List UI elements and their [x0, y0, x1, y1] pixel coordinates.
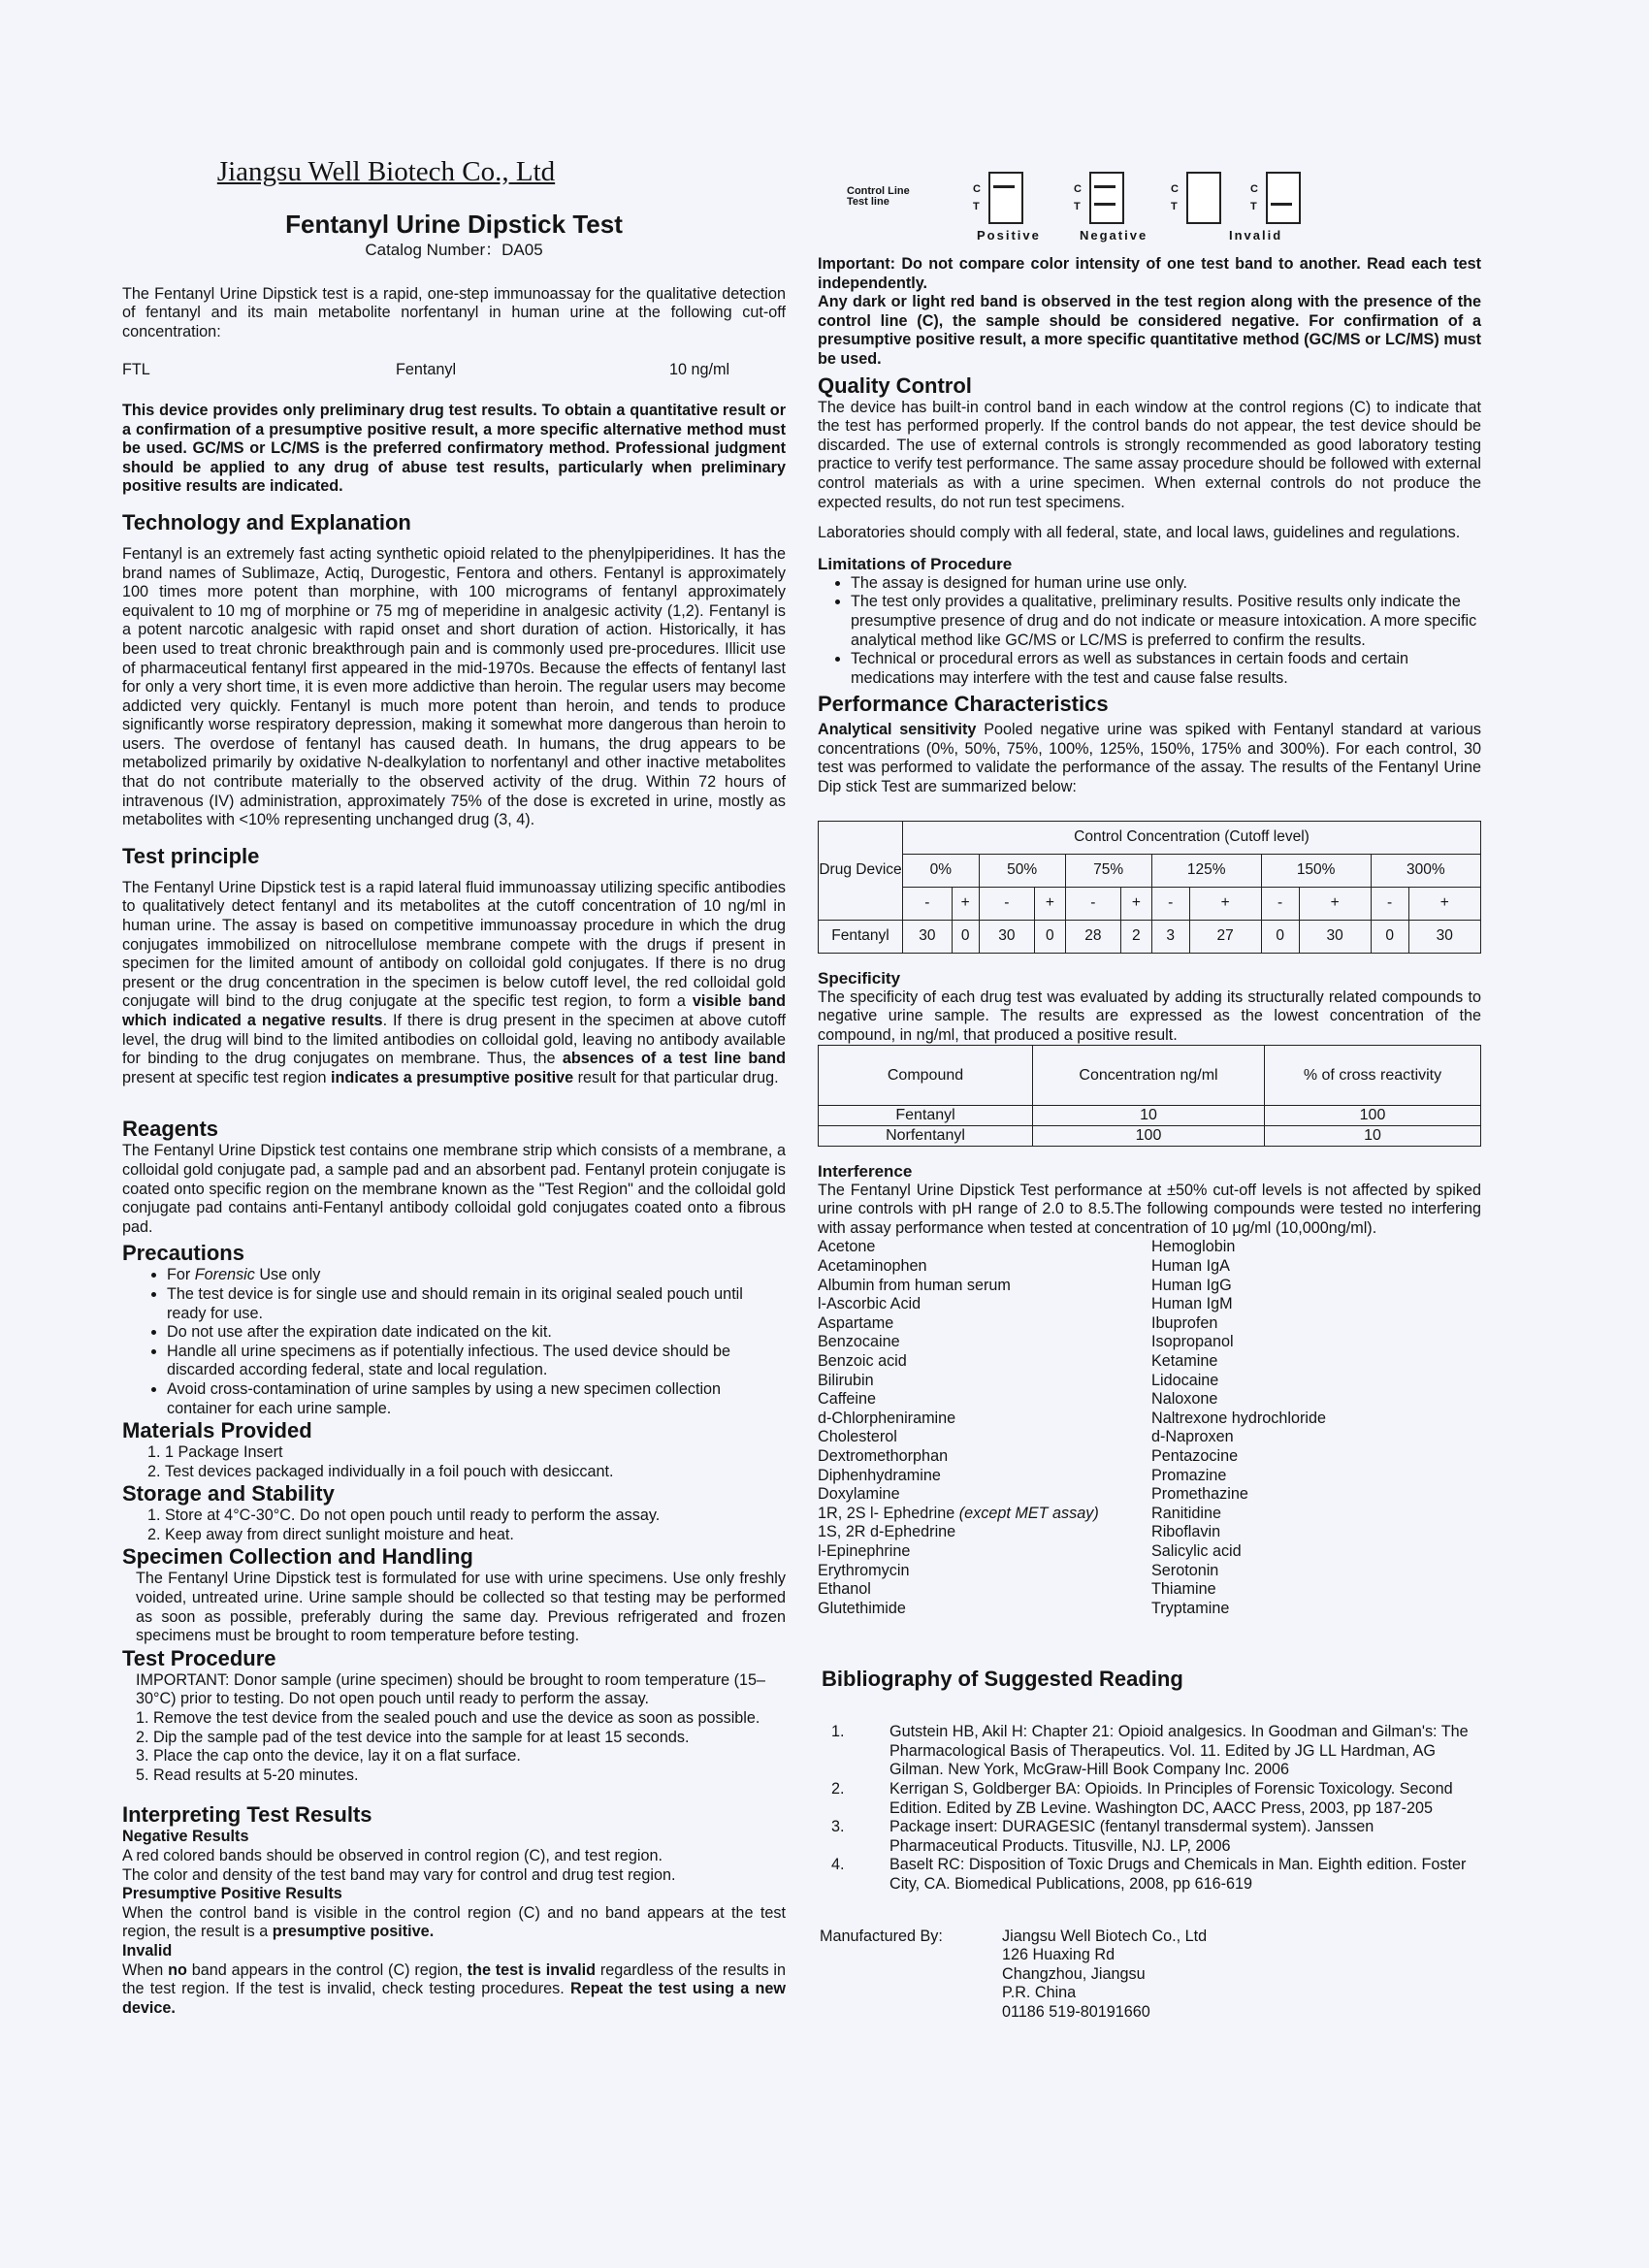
compound-cell: Fentanyl — [819, 1106, 1033, 1126]
list-item: 2. Test devices packaged individually in a foil pouch with desiccant. — [165, 1463, 786, 1482]
positive-text: When the control band is visible in the control region (C) and no band appears at the test region, the result is a presumptive positive. — [122, 1903, 786, 1941]
list-item: 3. Package insert: DURAGESIC (fentanyl transdermal system). Janssen Pharmaceutical Products. Titusville, NJ. LP, 2006 — [831, 1818, 1374, 1855]
list-item: 1R, 2S l- Ephedrine (except MET assay) — [818, 1504, 1099, 1522]
t-letter: T — [1171, 201, 1178, 212]
sign-cell: + — [1189, 887, 1261, 920]
procedure-block — [122, 1671, 786, 1786]
important-text: Important: Do not compare color intensity of one test band to another. Read each test independently. — [818, 255, 1481, 292]
list-item: d-Chlorpheniramine — [818, 1409, 956, 1427]
negative-text: A red colored bands should be observed in control region (C), and test region. — [122, 1847, 663, 1864]
list-item: • Do not use after the expiration date indicated on the kit. — [167, 1323, 786, 1343]
sign-cell: - — [1065, 887, 1120, 920]
manufacturer-label: Manufactured By: — [820, 1927, 943, 1945]
list-item: Ranitidine — [1151, 1504, 1221, 1522]
c-letter: C — [973, 183, 981, 195]
list-item: 1S, 2R d-Ephedrine — [818, 1523, 956, 1541]
negative-text-2: The color and density of the test band may vary for control and drug test region. — [122, 1865, 676, 1884]
list-item: Promethazine — [1151, 1485, 1248, 1504]
c-letter: C — [1074, 183, 1082, 195]
catalog-number: Catalog Number：DA05 — [365, 241, 543, 259]
sign-cell: + — [1035, 887, 1066, 920]
sign-cell: - — [979, 887, 1034, 920]
list-item: 1. Store at 4°C-30°C. Do not open pouch until ready to perform the assay. — [165, 1507, 786, 1526]
cross-cell: 10 — [1265, 1126, 1481, 1147]
list-item: Isopropanol — [1151, 1333, 1234, 1351]
cutoff-code: FTL — [122, 361, 150, 379]
list-item: Serotonin — [1151, 1561, 1219, 1579]
principle-heading: Test principle — [122, 843, 260, 868]
list-item: Dextromethorphan — [818, 1446, 949, 1465]
right-column — [818, 170, 1481, 2023]
list-item: Benzoic acid — [818, 1351, 907, 1370]
value-cell: 0 — [1371, 920, 1408, 953]
conc-cell: 10 — [1033, 1106, 1265, 1126]
list-item: Promazine — [1151, 1466, 1227, 1484]
cutoff-row — [122, 361, 786, 380]
list-item: Caffeine — [818, 1390, 876, 1409]
cross-cell: 100 — [1265, 1106, 1481, 1126]
interference-text: The Fentanyl Urine Dipstick Test performance at ±50% cut-off levels is not affected by spiked urine controls with pH range of 2.0 to 8.5.The following compounds were tested no interfering with assay performance when tested at concentration of 10 μg/ml (10,000ng/ml). — [818, 1181, 1481, 1237]
interpreting-heading: Interpreting Test Results — [122, 1802, 372, 1828]
table-corner: Drug Device — [819, 821, 903, 920]
company-name: Jiangsu Well Biotech Co., Ltd — [216, 156, 556, 187]
specimen-heading: Specimen Collection and Handling — [122, 1544, 473, 1570]
list-item: Albumin from human serum — [818, 1276, 1011, 1294]
address-line: 126 Huaxing Rd — [1002, 1946, 1116, 1964]
specificity-heading: Specificity — [818, 968, 901, 988]
list-item: Riboflavin — [1151, 1523, 1221, 1541]
c-letter: C — [1250, 183, 1258, 195]
list-item: Benzocaine — [818, 1333, 900, 1351]
list-item: Ethanol — [818, 1580, 871, 1599]
table-row — [819, 1126, 1481, 1147]
performance-heading: Performance Characteristics — [818, 692, 1109, 717]
invalid-text: When no band appears in the control (C) region, the test is invalid regardless of the results in the test region. If the test is invalid, check testing procedures. Repeat the test using a new device. — [122, 1960, 786, 2017]
limitations-heading: Limitations of Procedure — [818, 554, 1013, 573]
specificity-table — [818, 1045, 1481, 1146]
list-item: Acetone — [818, 1238, 876, 1256]
intro-text: The Fentanyl Urine Dipstick test is a rapid, one-step immunoassay for the qualitative detection of fentanyl and its main metabolite norfentanyl in human urine at the following cut-off concentration: — [122, 284, 786, 340]
specimen-text: The Fentanyl Urine Dipstick test is formulated for use with urine specimens. Use only freshly voided, untreated urine. Urine sample should be collected so that testing may be performed as soon as possible, preferably during the same day. Previous refrigerated and frozen specimens must be brought to room temperature before testing. — [136, 1570, 786, 1645]
procedure-step: 3. Place the cap onto the device, lay it on a flat surface. — [136, 1747, 521, 1766]
table-row — [819, 920, 1481, 953]
quality-text: The device has built-in control band in each window at the control regions (C) to indicate that the test has performed properly. If the control bands do not appear, the test device should be discarded. The use of external controls is strongly recommended as good laboratory testing practice to verify test performance. The same assay procedure should be followed with external control materials as with a urine specimen. When external controls do not produce the expected results, do not run test specimens. — [818, 398, 1481, 511]
list-item: Doxylamine — [818, 1485, 900, 1504]
performance-text: Analytical sensitivity Pooled negative urine was spiked with Fentanyl standard at various concentrations (0%, 50%, 75%, 100%, 125%, 150%, 175% and 300%). For each control, 30 test was performed to validate the performance of the assay. The results of the Fentanyl Urine Dip stick Test are summarized below: — [818, 721, 1481, 796]
value-cell: 30 — [979, 920, 1034, 953]
sign-cell: - — [1151, 887, 1189, 920]
cutoff-drug: Fentanyl — [396, 361, 457, 379]
list-item: • The test only provides a qualitative, preliminary results. Positive results only indicate the presumptive presence of drug and do not indicate or measure intoxication. A more specific analytical method like GC/MS or LC/MS is preferred to confirm the results. — [851, 593, 1481, 650]
control-band — [1094, 185, 1116, 188]
storage-heading: Storage and Stability — [122, 1481, 335, 1507]
list-item: 4. Baselt RC: Disposition of Toxic Drugs and Chemicals in Man. Eighth edition. Foster City, CA. Biomedical Publications, 2008, pp 616-619 — [831, 1856, 1467, 1894]
list-item: • The assay is designed for human urine use only. — [851, 574, 1481, 594]
sign-cell: + — [1299, 887, 1371, 920]
value-cell: 0 — [952, 920, 979, 953]
list-item: Aspartame — [818, 1313, 894, 1332]
list-item: Bilirubin — [818, 1371, 874, 1389]
sign-cell: - — [1371, 887, 1408, 920]
procedure-step: 5. Read results at 5-20 minutes. — [136, 1766, 359, 1784]
list-item: d-Naproxen — [1151, 1428, 1234, 1446]
t-letter: T — [1074, 201, 1081, 212]
list-item: • Technical or procedural errors as well as substances in certain foods and certain medications may interfere with the test and cause false results. — [851, 650, 1481, 688]
address-line: 01186 519-80191660 — [1002, 2003, 1150, 2021]
list-item: Ketamine — [1151, 1351, 1218, 1370]
important-text-2: Any dark or light red band is observed in the test region along with the presence of the control line (C), the sample should be considered negative. For confirmation of a presumptive positive result, a more specific quantitative method (GC/MS or LC/MS) must be used. — [818, 293, 1481, 368]
list-item: Lidocaine — [1151, 1371, 1219, 1389]
disclaimer: This device provides only preliminary drug test results. To obtain a quantitative result or a confirmation of a presumptive positive result, a more specific alternative method must be used. GC/MS or LC/MS is the preferred confirmatory method. Professional judgment should be applied to any drug of abuse test results, particularly when preliminary positive results are indicated. — [122, 401, 786, 496]
list-item: l-Ascorbic Acid — [818, 1295, 922, 1313]
list-item: • Avoid cross-contamination of urine samples by using a new specimen collection container for each urine sample. — [167, 1380, 786, 1418]
reagents-heading: Reagents — [122, 1117, 219, 1142]
list-item: Ibuprofen — [1151, 1313, 1218, 1332]
control-band — [993, 185, 1015, 188]
invalid-label: Invalid — [1229, 228, 1283, 243]
test-line-label: Test line — [847, 196, 889, 208]
c-letter: C — [1171, 183, 1179, 195]
list-item: Glutethimide — [818, 1599, 906, 1617]
list-item: Human IgG — [1151, 1276, 1232, 1294]
invalid-strip — [1186, 172, 1221, 224]
test-band — [1271, 203, 1292, 206]
list-item: Tryptamine — [1151, 1599, 1230, 1617]
sign-cell: + — [1408, 887, 1480, 920]
level-header: 50% — [979, 854, 1065, 887]
sensitivity-table — [818, 821, 1481, 954]
list-item: Naloxone — [1151, 1390, 1218, 1409]
list-item: Erythromycin — [818, 1561, 910, 1579]
storage-list — [122, 1507, 786, 1544]
manufacturer-address — [1002, 1928, 1207, 2023]
interference-heading: Interference — [818, 1161, 913, 1181]
value-cell: 30 — [903, 920, 953, 953]
precautions-list — [122, 1266, 786, 1418]
value-cell: 28 — [1065, 920, 1120, 953]
compound-column-2 — [1148, 1238, 1481, 1618]
list-item: Salicylic acid — [1151, 1541, 1242, 1560]
test-band — [1094, 203, 1116, 206]
materials-heading: Materials Provided — [122, 1418, 312, 1443]
principle-text: The Fentanyl Urine Dipstick test is a rapid lateral fluid immunoassay utilizing specific antibodies to qualitatively detect fentanyl and its metabolites at the cutoff concentration of 10 ng/ml in human urine. The assay is based on competitive immunoassay procedure in which the drug conjugates immobilized on nitrocellulose membrane compete with the drugs if present in specimen for the limited amount of antibody on colloidal gold conjugates. If there is no drug present or the drug concentration in the specimen is below cutoff level, the red colloidal gold conjugate will bind to the drug conjugate at the specific test region, to form a visible band which indicated a negative results. If there is drug present in the specimen at above cutoff level, the drug will bind to the limited antibodies on colloidal gold, leaving no antibody available for binding to the drug conjugates on membrane. Thus, the absences of a test line band present at specific test region indicates a presumptive positive result for that particular drug. — [122, 878, 786, 1086]
list-item: 2. Keep away from direct sunlight moisture and heat. — [165, 1526, 786, 1545]
reagents-text: The Fentanyl Urine Dipstick test contains one membrane strip which consists of a membrane, a colloidal gold conjugate pad, a sample pad and an absorbent pad. Fentanyl protein conjugate is coated onto specific region on the membrane known as the "Test Region" and the colloidal gold conjugate pad contains anti-Fentanyl antibody colloidal gold conjugates coated onto a fibrous pad. — [122, 1142, 786, 1236]
limitations-list — [818, 574, 1481, 689]
col-header-concentration: Concentration ng/ml — [1033, 1046, 1265, 1106]
procedure-heading: Test Procedure — [122, 1645, 276, 1670]
negative-strip — [1089, 172, 1124, 224]
list-item: • The test device is for single use and should remain in its original sealed pouch until ready for use. — [167, 1285, 786, 1323]
level-header: 75% — [1065, 854, 1151, 887]
procedure-step: 2. Dip the sample pad of the test device into the sample for at least 15 seconds. — [136, 1728, 690, 1746]
level-header: 0% — [903, 854, 980, 887]
list-item: l-Epinephrine — [818, 1541, 911, 1560]
span-header: Control Concentration (Cutoff level) — [903, 821, 1481, 854]
level-header: 300% — [1371, 854, 1480, 887]
value-cell: 27 — [1189, 920, 1261, 953]
sign-cell: + — [1121, 887, 1152, 920]
result-legend — [818, 170, 1481, 247]
value-cell: 0 — [1261, 920, 1299, 953]
procedure-important: IMPORTANT: Donor sample (urine specimen) should be brought to room temperature (15–30°C) prior to testing. Do not open pouch until ready to perform the assay. — [136, 1670, 765, 1708]
procedure-step: 1. Remove the test device from the sealed pouch and use the device as soon as possible. — [136, 1709, 760, 1728]
conc-cell: 100 — [1033, 1126, 1265, 1147]
list-item: Naltrexone hydrochloride — [1151, 1409, 1326, 1427]
list-item: 2. Kerrigan S, Goldberger BA: Opioids. In Principles of Forensic Toxicology. Second Edition. Edited by ZB Levine. Washington DC, AACC Press, 2003, pp 187-205 — [831, 1780, 1453, 1817]
positive-heading: Presumptive Positive Results — [122, 1885, 342, 1903]
positive-label: Positive — [977, 228, 1041, 243]
t-letter: T — [973, 201, 980, 212]
list-item: • For Forensic Use only — [167, 1266, 786, 1285]
level-header: 125% — [1151, 854, 1261, 887]
value-cell: 30 — [1408, 920, 1480, 953]
bibliography-list — [818, 1723, 1481, 1894]
table-row — [819, 1106, 1481, 1126]
address-line: Changzhou, Jiangsu — [1002, 1964, 1146, 1983]
row-label: Fentanyl — [819, 920, 903, 953]
negative-label: Negative — [1080, 228, 1148, 243]
list-item: Acetaminophen — [818, 1257, 927, 1275]
manufacturer-block — [818, 1928, 1481, 2023]
invalid-heading: Invalid — [122, 1941, 173, 1960]
address-line: Jiangsu Well Biotech Co., Ltd — [1002, 1927, 1208, 1945]
list-item: Diphenhydramine — [818, 1466, 941, 1484]
technology-text: Fentanyl is an extremely fast acting synthetic opioid related to the phenylpiperidines. It has the brand names of Sublimaze, Actiq, Durogestic, Fentora and others. Fentanyl is approximately 100 times more potent than morphine, with 100 micrograms of fentanyl approximately equivalent to 10 mg of morphine or 75 mg of meperidine in analgesic activity (1,2). Fentanyl is a potent narcotic analgesic with rapid onset and short duration of action. Historically, it has been used to treat chronic breakthrough pain and is commonly used pre-procedures. Illicit use of pharmaceutical fentanyl first appeared in the mid-1970s. Because the effects of fentanyl last for only a very short time, it is even more addictive than heroin. The regular users may become addicted very quickly. Fentanyl is much more potent than heroin, and tends to produce significantly worse respiratory depression, making it somewhat more dangerous than heroin to users. The overdose of fentanyl has caused death. In humans, the drug appears to be metabolized primarily by oxidative N-dealkylation to norfentanyl and other inactive metabolites that do not contribute materially to the observed activity of the drug. Within 72 hours of intravenous (IV) administration, approximately 75% of the dose is excreted in urine, mostly as metabolites with <10% representing unchanged drug (3, 4). — [122, 544, 786, 829]
col-header-cross: % of cross reactivity — [1265, 1046, 1481, 1106]
value-cell: 0 — [1035, 920, 1066, 953]
precautions-heading: Precautions — [122, 1241, 244, 1266]
negative-heading: Negative Results — [122, 1828, 249, 1846]
t-letter: T — [1250, 201, 1257, 212]
list-item: Thiamine — [1151, 1580, 1216, 1599]
interference-compounds — [818, 1238, 1481, 1618]
positive-strip — [988, 172, 1023, 224]
address-line: P.R. China — [1002, 1984, 1077, 2002]
left-column — [122, 155, 786, 2018]
quality-text-2: Laboratories should comply with all federal, state, and local laws, guidelines and regulations. — [818, 524, 1461, 542]
value-cell: 30 — [1299, 920, 1371, 953]
specificity-text: The specificity of each drug test was evaluated by adding its structurally related compounds to negative urine sample. The results are expressed as the lowest concentration of the compound, in ng/ml, that produced a positive result. — [818, 988, 1481, 1044]
materials-list — [122, 1443, 786, 1481]
invalid-strip-2 — [1266, 172, 1301, 224]
value-cell: 3 — [1151, 920, 1189, 953]
compound-cell: Norfentanyl — [819, 1126, 1033, 1147]
sign-cell: - — [903, 887, 953, 920]
quality-heading: Quality Control — [818, 373, 972, 398]
bibliography-heading: Bibliography of Suggested Reading — [822, 1667, 1183, 1692]
list-item: • Handle all urine specimens as if potentially infectious. The used device should be discarded according federal, state and local regulation. — [167, 1343, 786, 1380]
control-line-label: Control Line — [847, 185, 910, 197]
technology-heading: Technology and Explanation — [122, 509, 411, 535]
list-item: Pentazocine — [1151, 1446, 1239, 1465]
value-cell: 2 — [1121, 920, 1152, 953]
cutoff-value: 10 ng/ml — [669, 361, 730, 379]
list-item: Human IgM — [1151, 1295, 1233, 1313]
list-item: Human IgA — [1151, 1257, 1230, 1275]
list-item: 1. 1 Package Insert — [165, 1443, 786, 1463]
sign-cell: - — [1261, 887, 1299, 920]
level-header: 150% — [1261, 854, 1371, 887]
document-title: Fentanyl Urine Dipstick Test — [285, 210, 623, 239]
list-item: Hemoglobin — [1151, 1238, 1236, 1256]
compound-column-1 — [818, 1238, 1148, 1618]
col-header-compound: Compound — [819, 1046, 1033, 1106]
list-item: 1. Gutstein HB, Akil H: Chapter 21: Opioid analgesics. In Goodman and Gilman's: The Pharmacological Basis of Therapeutics. Vol. 11. Edited by JG LL Hardman, AG Gilman. New York, McGraw-Hill Book Company Inc. 2006 — [831, 1723, 1469, 1779]
list-item: Cholesterol — [818, 1428, 897, 1446]
sign-cell: + — [952, 887, 979, 920]
